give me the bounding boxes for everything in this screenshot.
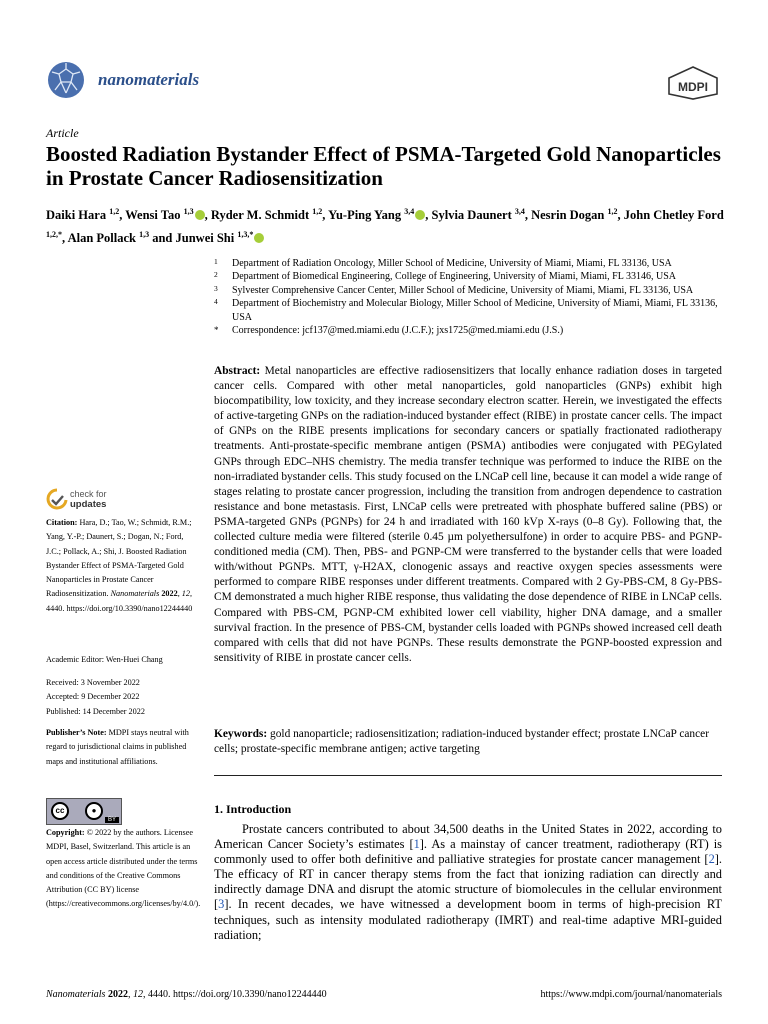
affiliation-item: 3 Sylvester Comprehensive Cancer Center, Miller School of Medicine, University of Miami, Miami, FL 33136, USA [214,283,694,296]
cc-by-license-badge[interactable] [46,798,122,825]
author-name[interactable]: Nesrin Dogan $^{1,2}$ [531,207,618,223]
publisher-name: MDPI [678,80,708,94]
academic-editor: Academic Editor: Wen-Huei Chang [46,655,163,664]
author-affil-sup: 1,2 [607,207,618,216]
abstract-text: Metal nanoparticles are effective radiosensitizers that locally enhance radiation doses in targeted cancer cells. Compared with other metal nanoparticles, gold nanoparticles (GNPs) exhibit high biocompatibility, low toxicity, and they increase secondary electron scatter. Herein, we investigated the effects of active-targeting GNPs on the radiation-induced bystander effect (RIBE) in prostate cancer cells. The impact of GNPs on the RIBE presents implications for secondary cancers or spatially fractionated radiotherapy treatments. Anti-prostate-specific membrane antigen (PSMA) antibodies were conjugated with PEGylated GNPs through EDC–NHS chemistry. The media transfer technique was performed to induce the RIBE on the non-irradiated bystander cells. This study focused on the LNCaP cell line, because it can model a wide range of stages relating to prostate cancer progression, including the transition from androgen dependence to castration resistance and bone metastasis. First, LNCaP cells were pretreated with phosphate buffered saline (PBS) or PSMA-targeted GNPs (PGNPs) for 24 h and irradiated with 160 kVp X-rays (0–8 Gy). Following that, the collected culture media were filtered (sterile 0.45 µm polyethersulfone) in order to acquire PBS- and PGNP- conditioned media (CM). Then, PBS- and PGNP-CM were transferred to the bystander cells that were loaded with/without PGNPs. MTT, γ-H2AX, clonogenic assays and reactive oxygen species assessments were performed to compare RIBE responses under different treatments. Compared with 2 Gy-PBS-CM, 8 Gy-PBS-CM demonstrated a much higher RIBE response, thus validating the dose dependence of RIBE in LNCaP cells. Compared with PBS-CM, PGNP-CM exhibited lower cell viability, higher DNA damage, and a smaller survival fraction. In the presence of PBS-CM, bystander cells loaded with PGNPs showed increased cell death compared with cells that did not have PGNPs. These results demonstrate the PGNP-boosted expression and sensitivity of RIBE in prostate cancer cells. [214,365,722,664]
footer-journal-url[interactable]: https://www.mdpi.com/journal/nanomaterials [540,989,722,1000]
abstract [214,364,722,666]
orcid-icon[interactable] [195,210,205,220]
author-affil-sup: 1,2 [312,207,323,216]
ref-link[interactable]: 3 [218,897,225,912]
author-affil-sup: 3,4 [514,207,525,216]
author-name[interactable]: Alan Pollack $^{1,3}$ [67,230,150,246]
author-affil-sup: 1,3,* [237,230,254,240]
publisher-note: Publisher’s Note: MDPI stays neutral with regard to jurisdictional claims in published maps and institutional affiliations. [46,728,189,766]
section-divider [214,775,722,776]
orcid-icon[interactable] [254,233,264,243]
author-name[interactable]: Junwei Shi $^{1,3,*}$ [176,231,265,245]
abstract-label: Abstract: [214,365,261,377]
orcid-icon[interactable] [415,210,425,220]
section-heading: 1. Introduction [214,802,292,816]
author-name[interactable]: Yu-Ping Yang $^{3,4}$ [328,208,425,222]
correspondence: * Correspondence: jcf137@med.miami.edu (J.C.F.); jxs1725@med.miami.edu (J.S.) [214,325,564,337]
mdpi-logo[interactable] [667,66,719,100]
check-updates-icon [46,488,68,512]
author-name[interactable]: Sylvia Daunert $^{3,4}$ [431,207,525,223]
author-name[interactable]: Ryder M. Schmidt $^{1,2}$ [210,207,323,223]
article-type: Article [46,126,79,140]
author-affil-sup: 1,3 [139,230,150,240]
journal-name[interactable]: nanomaterials [98,70,200,89]
ref-link[interactable]: 1 [413,837,420,852]
journal-logo-icon [46,60,86,100]
author-name[interactable]: Daiki Hara $^{1,2}$ [46,207,120,223]
keywords [214,727,722,758]
intro-paragraph: Prostate cancers contributed to about 34,500 deaths in the United States in 2022, according to American Cancer Society’s estimates [1]. As a mainstay of cancer treatment, radiotherapy (RT) is commonly used to offer both definitive and palliative strategies for prostate cancer management [2]. The efficacy of RT in cancer therapy stems from the fact that ionizing radiation can directly and indirectly damage DNA and disrupt the atomic structure of biomolecules in the cellular environment [3]. In recent decades, we have witnessed a development boom in terms of high-precision RT techniques, such as intensity modulated radiotherapy (IMRT) and real-time adaptive MRI-guided radiation; [214,822,722,942]
cc-icon: cc [51,802,69,820]
citation: Citation: Hara, D.; Tao, W.; Schmidt, R.M.; Yang, Y.-P.; Daunert, S.; Dogan, N.; Ford, J.C.; Pollack, A.; Shi, J. Boosted Radiation Bystander Effect of PSMA-Targeted Gold Nanoparticles in Prostate Cancer Radiosensitization. Nanomaterials 2022, 12, 4440. https://doi.org/10.3390/nano12244440 [46,518,193,613]
author-affil-sup: 3,4 [404,207,415,216]
by-label: BY [105,817,119,823]
affiliation-item: 4 Department of Biochemistry and Molecular Biology, Miller School of Medicine, University of Miami, Miami, FL 33136, USA [214,297,718,323]
footer-citation: Nanomaterials 2022, 12, 4440. https://doi.org/10.3390/nano12244440 [46,989,327,1000]
affiliation-item: 1 Department of Radiation Oncology, Miller School of Medicine, University of Miami, Miami, FL 33136, USA [214,257,672,269]
author-name[interactable]: Wensi Tao $^{1,3}$ [125,208,204,222]
keywords-label: Keywords: [214,728,268,740]
author-affil-sup: 1,2 [109,207,120,216]
dates: Received: 3 November 2022 Accepted: 9 December 2022 Published: 14 December 2022 [46,678,145,716]
affiliation-item: 2 Department of Biomedical Engineering, College of Engineering, University of Miami, Miami, FL 33146, USA [214,270,676,283]
author-list: Daiki Hara $^{1,2}$, Wensi Tao $^{1,3}$ , Ryder M. Schmidt $^{1,2}$, Yu-Ping Yang $^{3,4}$ , Sylvia Daunert $^{3,4}$, Nesrin Dogan $^{1,2}$, John Chetley Ford $^{1,2,*}$, Alan Pollack $^{1,3}$ and Junwei Shi $^{1,3,*}$ [46,207,724,246]
keywords-text: gold nanoparticle; radiosensitization; radiation-induced bystander effect; prostate LNCaP cancer cells; prostate-specific membrane antigen; active targeting [214,728,710,756]
ref-link[interactable]: 2 [708,852,715,867]
copyright: Copyright: © 2022 by the authors. Licensee MDPI, Basel, Switzerland. This article is an open access article distributed under the terms and conditions of the Creative Commons Attribution (CC BY) license (https://creativecommons.org/licenses/by/4.0/). [46,828,201,909]
affiliations [214,257,728,337]
author-affil-sup: 1,2,* [46,230,62,240]
article-title: Boosted Radiation Bystander Effect of PSMA-Targeted Gold Nanoparticles in Prostate Cancer Radiosensitization [46,142,721,190]
check-for-updates-label[interactable]: check for updates [70,489,107,510]
by-person-icon: ● [85,802,103,820]
author-name[interactable]: John Chetley Ford $^{1,2,*}$ [46,208,724,240]
author-affil-sup: 1,3 [183,207,194,216]
